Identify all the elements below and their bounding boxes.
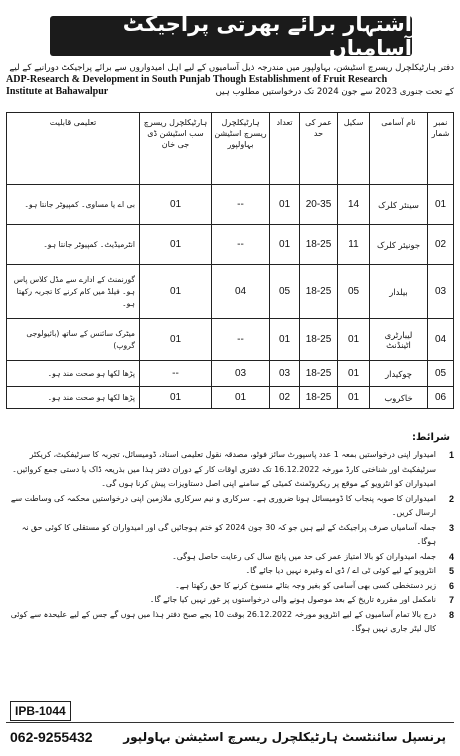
cell-post: چوکیدار: [370, 361, 428, 387]
cell-age: 18-25: [300, 225, 338, 265]
cell-qualification: گورنمنٹ کے ادارے سے مڈل کلاس پاس ہو۔ فیلڈ میں کام کرنے کا تجربہ رکھتا ہو۔: [7, 265, 140, 319]
posts-table: [6, 112, 454, 409]
list-item: [6, 448, 454, 492]
condition-text: امیدواران کا صوبہ پنجاب کا ڈومیسائل ہونا ضروری ہے۔ سرکاری و نیم سرکاری ملازمین اپنی درخواستیں محکمہ کی وساطت سے ارسال کریں۔: [10, 493, 436, 517]
cell-bahawalpur: --: [212, 225, 270, 265]
header-post: نام آسامی: [370, 113, 428, 185]
condition-number: 7: [448, 595, 454, 605]
condition-number: 2: [448, 493, 454, 504]
cell-count: 01: [270, 225, 300, 265]
condition-text: جملہ آسامیاں صرف پراجیکٹ کے لیے ہیں جو کہ 30 جون 2024 کو ختم ہوجائیں گی اور امیدواران کو مستقلی کا کوئی حق نہ ہوگا۔: [21, 522, 436, 546]
cell-age: 18-25: [300, 361, 338, 387]
table-row: [7, 361, 454, 387]
cell-bahawalpur: --: [212, 319, 270, 361]
cell-qualification: بی اے یا مساوی۔ کمپیوٹر جانتا ہو۔: [7, 185, 140, 225]
cell-qualification: پڑھا لکھا ہو صحت مند ہو۔: [7, 387, 140, 409]
cell-post: جونیئر کلرک: [370, 225, 428, 265]
list-item: [6, 593, 454, 608]
cell-age: 20-35: [300, 185, 338, 225]
cell-age: 18-25: [300, 387, 338, 409]
header-bahawalpur: ہارٹیکلچرل ریسرچ اسٹیشن بہاولپور: [212, 113, 270, 185]
cell-bahawalpur: 04: [212, 265, 270, 319]
conditions-list: [6, 448, 454, 637]
header-count: تعداد: [270, 113, 300, 185]
cell-serial: 03: [428, 265, 454, 319]
cell-qualification: پڑھا لکھا ہو صحت مند ہو۔: [7, 361, 140, 387]
condition-text: جملہ امیدواران کو بالا امتیاز عمر کی حد میں پانچ سال کی رعایت حاصل ہوگی۔: [172, 551, 436, 561]
cell-scale: 01: [338, 319, 370, 361]
table-row: [7, 319, 454, 361]
cell-dg-khan: 01: [140, 225, 212, 265]
cell-scale: 14: [338, 185, 370, 225]
cell-age: 18-25: [300, 265, 338, 319]
cell-scale: 05: [338, 265, 370, 319]
header-scale: سکیل: [338, 113, 370, 185]
intro-mixed-line: [6, 86, 454, 98]
cell-scale: 01: [338, 387, 370, 409]
cell-dg-khan: 01: [140, 265, 212, 319]
header-age: عمر کی حد: [300, 113, 338, 185]
condition-number: 1: [448, 450, 454, 460]
ipb-number: IPB-1044: [10, 701, 71, 721]
cell-dg-khan: 01: [140, 387, 212, 409]
condition-text: درج بالا تمام آسامیوں کے لیے انٹرویو مورخہ 26.12.2022 بوقت 10 بجے صبح دفتر ہذا میں ہوں گے جس کے لیے علیحدہ سے کوئی کال لیٹر جاری نہیں ہوگا۔: [10, 609, 436, 633]
conditions-title: شرائط:: [412, 432, 450, 443]
condition-text: انٹرویو کے لیے کوئی ٹی اے / ڈی اے وغیرہ نہیں دیا جائے گا۔: [245, 566, 436, 575]
intro-english-line-2: Institute at Bahawalpur: [6, 86, 109, 97]
table-row: [7, 225, 454, 265]
cell-serial: 01: [428, 185, 454, 225]
cell-bahawalpur: 03: [212, 361, 270, 387]
table-row: [7, 387, 454, 409]
condition-text: نامکمل اور مقررہ تاریخ کے بعد موصول ہونے والی درخواستوں پر غور نہیں کیا جائے گا۔: [149, 595, 436, 604]
cell-scale: 01: [338, 361, 370, 387]
cell-dg-khan: --: [140, 361, 212, 387]
table-header-row: [7, 113, 454, 185]
list-item: [6, 608, 454, 637]
condition-number: 3: [448, 522, 454, 533]
cell-count: 01: [270, 185, 300, 225]
cell-scale: 11: [338, 225, 370, 265]
cell-count: 05: [270, 265, 300, 319]
header-serial: نمبر شمار: [428, 113, 454, 185]
cell-dg-khan: 01: [140, 319, 212, 361]
cell-serial: 04: [428, 319, 454, 361]
condition-text: زیر دستخطی کسی بھی آسامی کو بغیر وجہ بتائے منسوخ کرنے کا حق رکھتا ہے۔: [175, 580, 436, 590]
cell-post: سینئر کلرک: [370, 185, 428, 225]
intro-text: [6, 62, 454, 98]
condition-number: 4: [448, 551, 454, 562]
issuing-office-signature: پرنسپل سائنٹسٹ ہارٹیکلچرل ریسرچ اسٹیشن بہاولپور: [123, 730, 446, 744]
footer-divider: [6, 722, 454, 723]
cell-post: لیبارٹری اٹینڈنٹ: [370, 319, 428, 361]
table-row: [7, 265, 454, 319]
header-dg-khan: ہارٹیکلچرل ریسرچ سب اسٹیشن ڈی جی خان: [140, 113, 212, 185]
cell-bahawalpur: --: [212, 185, 270, 225]
cell-serial: 05: [428, 361, 454, 387]
condition-number: 8: [448, 609, 454, 620]
cell-age: 18-25: [300, 319, 338, 361]
cell-qualification: انٹرمیڈیٹ۔ کمپیوٹر جانتا ہو۔: [7, 225, 140, 265]
list-item: [6, 564, 454, 579]
condition-text: امیدوار اپنی درخواستیں بمعہ 1 عدد پاسپورٹ سائز فوٹو، مصدقہ نقول تعلیمی اسناد، ڈومیسائل، تجربہ کا سرٹیفکیٹ، کریکٹر سرٹیفکیٹ اور شناختی کارڈ مورخہ 16.12.2022 تک دفتری اوقات کار کے دوران دفتر ہذا میں بذریعہ ڈاک یا دستی جمع کروائیں۔ امیدواران کو انٹرویو کے موقع پر ریکروٹمنٹ کمیٹی کے سامنے اپنی اصل دستاویزات پیش کرنا ہوں گی۔: [12, 450, 436, 488]
intro-english-line: ADP-Research & Development in South Punjab Though Establishment of Fruit Research: [6, 74, 388, 85]
header-qualification: تعلیمی قابلیت: [7, 113, 140, 185]
condition-number: 6: [448, 580, 454, 591]
list-item: [6, 579, 454, 594]
condition-number: 5: [448, 566, 454, 576]
list-item: [6, 521, 454, 550]
cell-count: 01: [270, 319, 300, 361]
cell-serial: 06: [428, 387, 454, 409]
intro-urdu-line: دفتر ہارٹیکلچرل ریسرچ اسٹیشن، بہاولپور میں مندرجہ ذیل آسامیوں کے لیے اہل امیدواروں سے برائے پراجیکٹ دورانیے کے لیے: [9, 63, 454, 73]
cell-serial: 02: [428, 225, 454, 265]
cell-post: بیلدار: [370, 265, 428, 319]
contact-phone: 062-9255432: [10, 729, 93, 745]
cell-bahawalpur: 01: [212, 387, 270, 409]
table-row: [7, 185, 454, 225]
cell-qualification: میٹرک سائنس کے ساتھ (بائیولوجی گروپ): [7, 319, 140, 361]
cell-count: 02: [270, 387, 300, 409]
cell-dg-khan: 01: [140, 185, 212, 225]
cell-count: 03: [270, 361, 300, 387]
intro-urdu-line-2: کے تحت جنوری 2023 سے جون 2024 تک درخواستیں مطلوب ہیں: [215, 87, 454, 97]
list-item: [6, 550, 454, 565]
cell-post: خاکروب: [370, 387, 428, 409]
list-item: [6, 492, 454, 521]
ad-title-banner: اشتہار برائے بھرتی پراجیکٹ آسامیاں: [50, 16, 412, 56]
